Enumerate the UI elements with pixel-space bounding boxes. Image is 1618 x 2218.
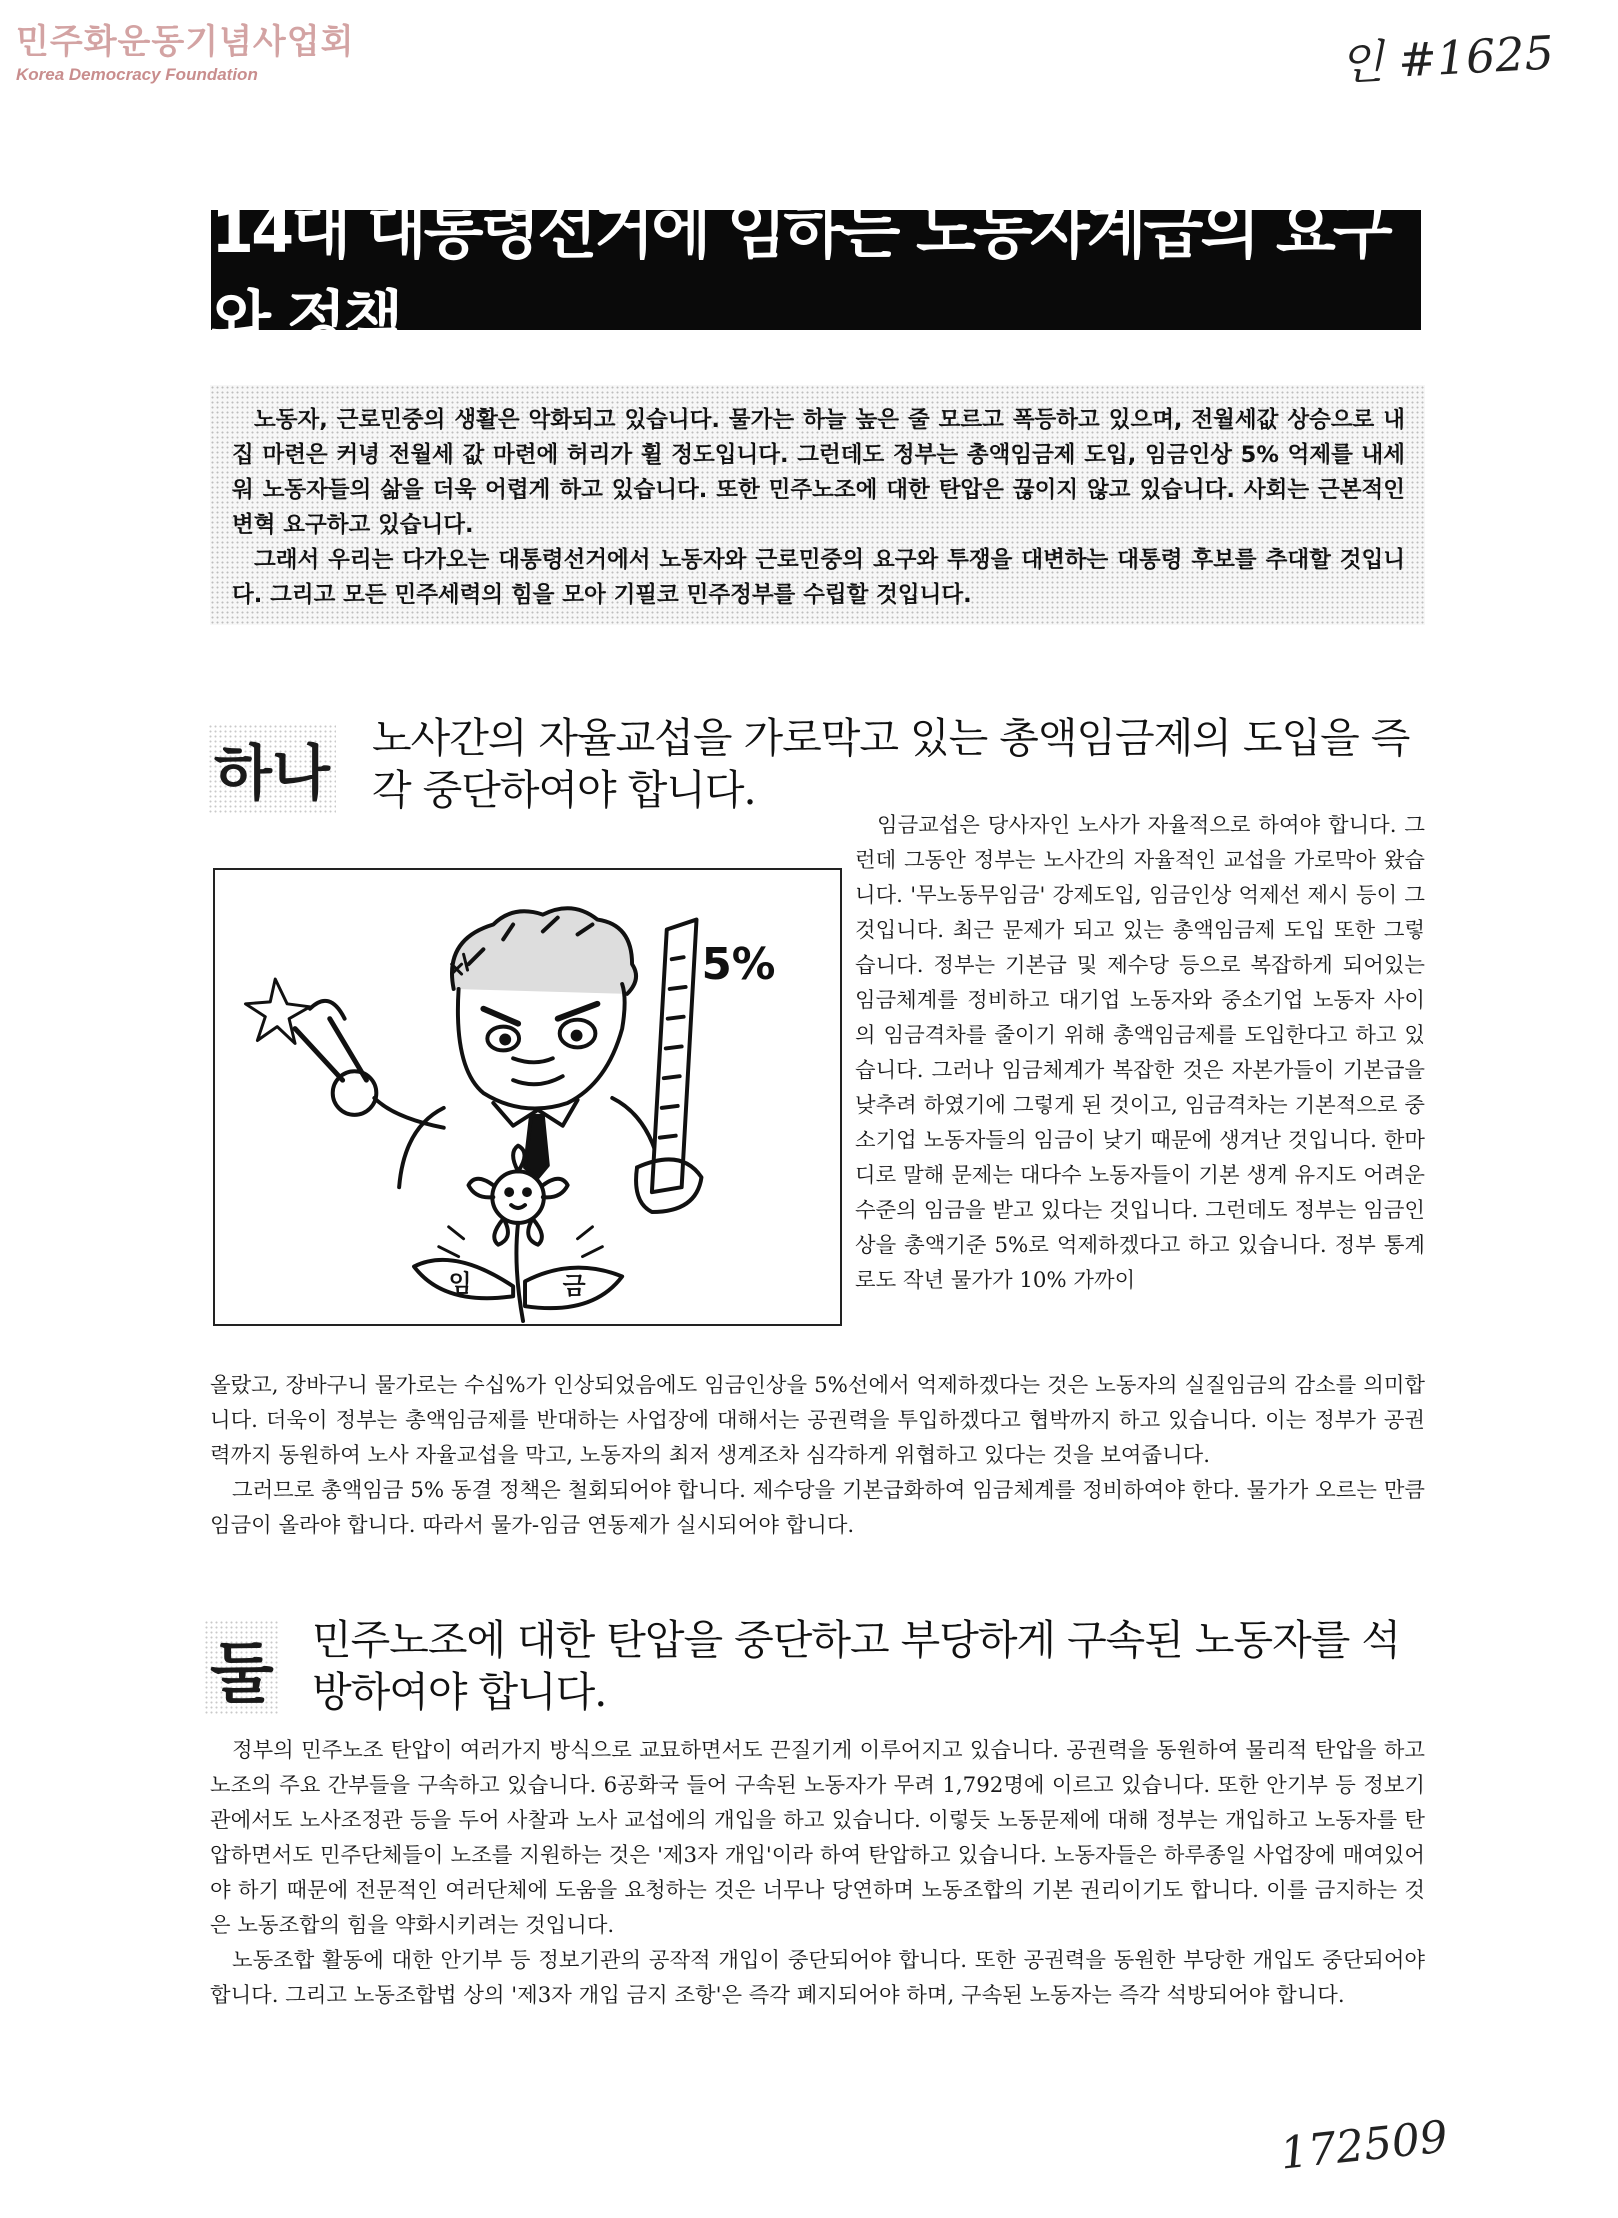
cartoon-leaf-left-label: 임 bbox=[448, 1269, 472, 1298]
cartoon-illustration bbox=[213, 868, 842, 1326]
watermark-korean: 민주화운동기념사업회 bbox=[16, 22, 355, 62]
section-1-badge: 하나 bbox=[208, 724, 336, 814]
watermark-logo bbox=[16, 14, 354, 85]
section-2-paragraph-2: 노동조합 활동에 대한 안기부 등 정보기관의 공작적 개입이 중단되어야 합니다. 또한 공권력을 동원한 부당한 개입도 중단되어야 합니다. 그리고 노동조합법 상의 '제3자 개입 금지 조항'은 즉각 폐지되어야 하며, 구속된 노동자는 즉각 석방되어야 합니다. bbox=[210, 1948, 1425, 2008]
section-1-paragraph-continued: 올랐고, 장바구니 물가로는 수십%가 인상되었음에도 임금인상을 5%선에서 억제하겠다는 것은 노동자의 실질임금의 감소를 의미합니다. 더욱이 정부는 총액임금제를 반대하는 사업장에 대해서는 공권력을 투입하겠다고 협박까지 하고 있습니다. 이는 정부가 공권력까지 동원하여 노사 자율교섭을 막고, 노동자의 최저 생계조차 심각하게 위협하고 있다는 것을 보여줍니다. bbox=[210, 1373, 1425, 1468]
cartoon-percent-label: 5% bbox=[701, 940, 776, 991]
section-2-paragraph-1: 정부의 민주노조 탄압이 여러가지 방식으로 교묘하면서도 끈질기게 이루어지고 있습니다. 공권력을 동원하여 물리적 탄압을 하고 노조의 주요 간부들을 구속하고 있습니다. 6공화국 들어 구속된 노동자가 무려 1,792명에 이르고 있습니다. 또한 안기부 등 정보기관에서도 노사조정관 등을 두어 사찰과 노사 교섭에의 개입을 하고 있습니다. 이렇듯 노동문제에 대해 정부는 개입하고 노동자를 탄압하면서도 민주단체들이 노조를 지원하는 것은 '제3자 개입'이라 하여 탄압하고 있습니다. 노동자들은 하루종일 사업장에 매여있어야 하기 때문에 전문적인 여러단체에 도움을 요청하는 것은 너무나 당연하며 노동조합의 기본 권리이기도 합니다. 이를 금지하는 것은 노동조합의 힘을 약화시키려는 것입니다. bbox=[210, 1738, 1425, 1938]
section-1-title: 노사간의 자율교섭을 가로막고 있는 총액임금제의 도입을 즉각 중단하여야 합니다. bbox=[372, 714, 1410, 814]
intro-paragraph-1: 노동자, 근로민중의 생활은 악화되고 있습니다. 물가는 하늘 높은 줄 모르고 폭등하고 있으며, 전월세값 상승으로 내 집 마련은 커녕 전월세 값 마련에 허리가 휠 정도입니다. 그런데도 정부는 총액임금제 도입, 임금인상 5% 억제를 내세워 노동자들의 삶을 더욱 어렵게 하고 있습니다. 또한 민주노조에 대한 탄압은 끊이지 않고 있습니다. 사회는 근본적인 변혁 요구하고 있습니다. bbox=[232, 407, 1405, 538]
section-2-text bbox=[210, 1733, 1425, 2013]
section-1-paragraph-conclusion: 그러므로 총액임금 5% 동결 정책은 철회되어야 합니다. 제수당을 기본급화하여 임금체계를 정비하여야 한다. 물가가 오르는 만큼 임금이 올라야 합니다. 따라서 물가-임금 연동제가 실시되어야 합니다. bbox=[210, 1478, 1425, 1538]
section-2-title: 민주노조에 대한 탄압을 중단하고 부당하게 구속된 노동자를 석방하여야 합니다. bbox=[312, 1616, 1400, 1716]
handwritten-archive-number: 인 #1625 bbox=[1338, 25, 1556, 91]
section-1-column-text bbox=[855, 808, 1425, 1298]
intro-paragraph-2: 그래서 우리는 다가오는 대통령선거에서 노동자와 근로민중의 요구와 투쟁을 대변하는 대통령 후보를 추대할 것입니다. 그리고 모든 민주세력의 힘을 모아 기필코 민주정부를 수립할 것입니다. bbox=[232, 547, 1405, 608]
intro-box bbox=[210, 385, 1425, 625]
cartoon-drawing bbox=[215, 870, 840, 1324]
section-1-column-paragraph: 임금교섭은 당사자인 노사가 자율적으로 하여야 합니다. 그런데 그동안 정부는 노사간의 자율적인 교섭을 가로막아 왔습니다. '무노동무임금' 강제도입, 임금인상 억제선 제시 등이 그것입니다. 최근 문제가 되고 있는 총액임금제 도입 또한 그렇습니다. 정부는 기본급 및 제수당 등으로 복잡하게 되어있는 임금체계를 정비하고 대기업 노동자와 중소기업 노동자 사이의 임금격차를 줄이기 위해 총액임금제를 도입한다고 하고 있습니다. 그러나 임금체계가 복잡한 것은 자본가들이 기본급을 낮추려 하였기에 그렇게 된 것이고, 임금격차는 기본적으로 중소기업 노동자들의 임금이 낮기 때문에 생겨난 것입니다. 한마디로 말해 문제는 대다수 노동자들이 기본 생계 유지도 어려운 수준의 임금을 받고 있다는 것입니다. 그런데도 정부는 임금인상을 총액기준 5%로 억제하겠다고 하고 있습니다. 정부 통계로도 작년 물가가 10% 가까이 bbox=[855, 813, 1425, 1293]
document-title: 14대 대통령선거에 임하는 노동자계급의 요구와 정책 bbox=[211, 194, 1390, 356]
watermark-english: Korea Democracy Foundation bbox=[16, 65, 258, 84]
document-title-banner bbox=[211, 194, 1421, 356]
cartoon-leaf-right-label: 금 bbox=[562, 1272, 586, 1301]
section-2-badge: 둘 bbox=[204, 1620, 280, 1715]
section-1-full-text bbox=[210, 1368, 1425, 1543]
handwritten-document-number: 172509 bbox=[1277, 2111, 1451, 2180]
